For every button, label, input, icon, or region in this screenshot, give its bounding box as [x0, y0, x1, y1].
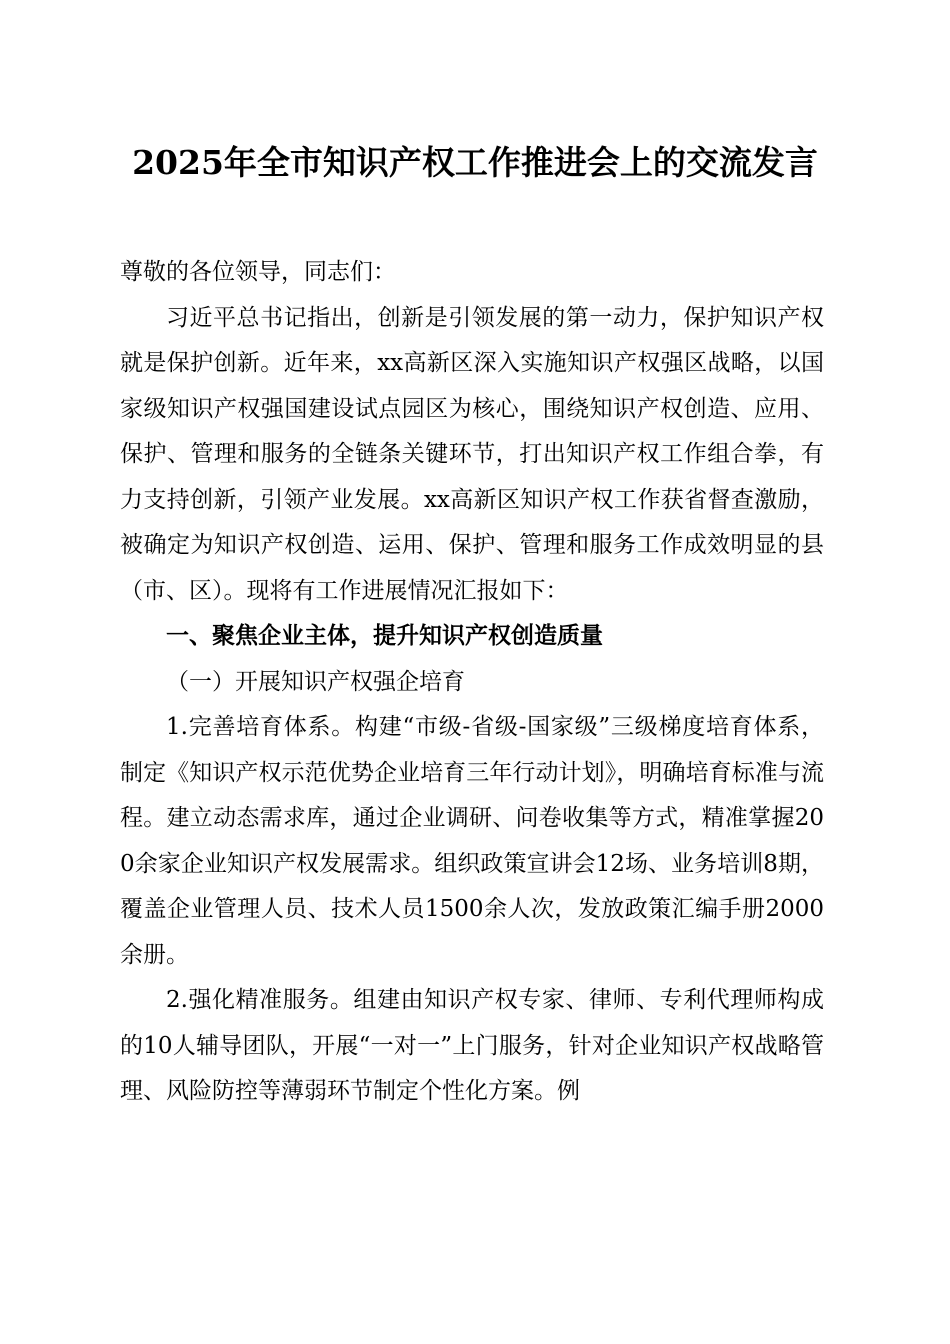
section-heading: 一、聚焦企业主体，提升知识产权创造质量 [166, 623, 603, 649]
document-title: 2025年全市知识产权工作推进会上的交流发言 [132, 143, 818, 182]
salutation: 尊敬的各位领导，同志们： [120, 259, 396, 285]
list-item-1: 1.完善培育体系。构建“市级-省级-国家级”三级梯度培育体系，制定《知识产权示范优势企业培育三年行动计划》，明确培育标准与流程。建立动态需求库，通过企业调研、问卷收集等方式，精准掌握200余家企业知识产权发展需求。组织政策宣讲会12场、业务培训8期，覆盖企业管理人员、技术人员1500余人次，发放政策汇编手册2000余册。 [120, 714, 824, 968]
document-body [120, 250, 824, 1115]
intro-paragraph: 习近平总书记指出，创新是引领发展的第一动力，保护知识产权就是保护创新。近年来，xx高新区深入实施知识产权强区战略，以国家级知识产权强国建设试点园区为核心，围绕知识产权创造、应用、保护、管理和服务的全链条关键环节，打出知识产权工作组合拳，有力支持创新，引领产业发展。xx高新区知识产权工作获省督查激励，被确定为知识产权创造、运用、保护、管理和服务工作成效明显的县（市、区）。现将有工作进展情况汇报如下： [120, 304, 824, 604]
subsection-heading: （一）开展知识产权强企培育 [166, 668, 465, 695]
list-item-2: 2.强化精准服务。组建由知识产权专家、律师、专利代理师构成的10人辅导团队，开展“一对一”上门服务，针对企业知识产权战略管理、风险防控等薄弱环节制定个性化方案。例 [120, 987, 824, 1104]
